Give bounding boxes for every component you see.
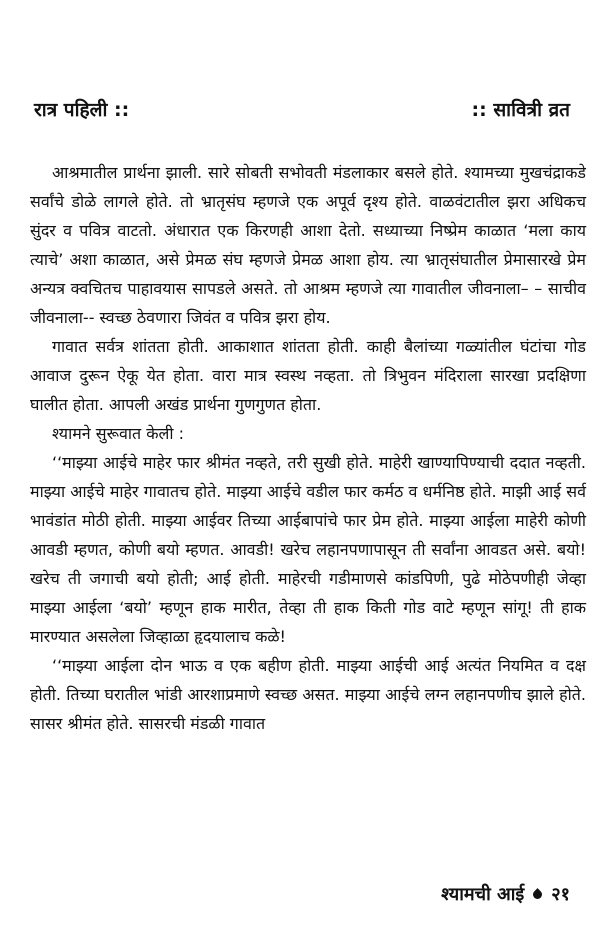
running-header <box>34 92 570 126</box>
paragraph: श्यामने सुरूवात केली : <box>52 424 185 443</box>
paragraph: ‘‘माझ्या आईचे माहेर फार श्रीमंत नव्हते, तरी सुखी होते. माहेरी खाण्यापिण्याची ददात नव्हती. माझ्या आईचे माहेर गावातच होते. माझ्या आईचे वडील फार कर्मठ व धर्मनिष्ठ होते. माझी आई सर्व भावंडांत मोठी होती. माझ्या आईवर तिच्या आईबापांचे फार प्रेम होते. माझ्या आईला माहेरी कोणी आवडी म्हणत, कोणी बयो म्हणत. आवडी! खरेच लहानपणापासून ती सर्वांना आवडत असे. बयो! खरेच ती जगाची बयो होती; आई होती. माहेरची गडीमाणसे कांडपिणी, पुढे मोठेपणीही जेव्हा माझ्या आईला ‘बयो’ म्हणून हाक मारीत, तेव्हा ती हाक किती गोड वाटे म्हणून सांगू! ती हाक मारण्यात असलेला जिव्हाळा हृदयालाच कळे! <box>30 453 586 646</box>
footer-book-title: श्यामची आई <box>441 884 525 905</box>
drop-icon <box>531 888 544 901</box>
paragraph: ‘‘माझ्या आईला दोन भाऊ व एक बहीण होती. माझ्या आईची आई अत्यंत नियमित व दक्ष होती. तिच्या घरातील भांडी आरशाप्रमाणे स्वच्छ असत. माझ्या आईचे लग्न लहानपणीच झाले होते. सासर श्रीमंत होते. सासरची मंडळी गावात <box>30 656 586 733</box>
page-number: २१ <box>551 884 570 905</box>
paragraph: आश्रमातील प्रार्थना झाली. सारे सोबती सभोवती मंडलाकार बसले होते. श्यामच्या मुखचंद्राकडे सर्वांचे डोळे लागले होते. तो भ्रातृसंघ म्हणजे एक अपूर्व दृश्य होते. वाळवंटातील झरा अधिकच सुंदर व पवित्र वाटतो. अंधारात एक किरणही आशा देतो. सध्याच्या निष्प्रेम काळात ‘मला काय त्याचे’ अशा काळात, असे प्रेमळ संघ म्हणजे प्रेमळ आशा होय. त्या भ्रातृसंघातील प्रेमासारखे प्रेम अन्यत्र क्वचितच पाहावयास सापडले असते. तो आश्रम म्हणजे त्या गावातील जीवनाला– – साचीव जीवनाला-- स्वच्छ ठेवणारा जिवंत व पवित्र झरा होय. <box>30 163 586 327</box>
header-left-chapter: रात्र पहिली :: <box>34 99 130 121</box>
paragraph: गावात सर्वत्र शांतता होती. आकाशात शांतता होती. काही बैलांच्या गळ्यांतील घंटांचा गोड आवाज दुरून ऐकू येत होता. वारा मात्र स्वस्थ नव्हता. तो त्रिभुवन मंदिराला सारखा प्रदक्षिणा घालीत होता. आपली अखंड प्रार्थना गुणगुणत होता. <box>30 337 586 414</box>
page-footer <box>441 882 570 906</box>
body-text <box>30 158 586 738</box>
header-right-section: :: सावित्री व्रत <box>471 99 570 121</box>
